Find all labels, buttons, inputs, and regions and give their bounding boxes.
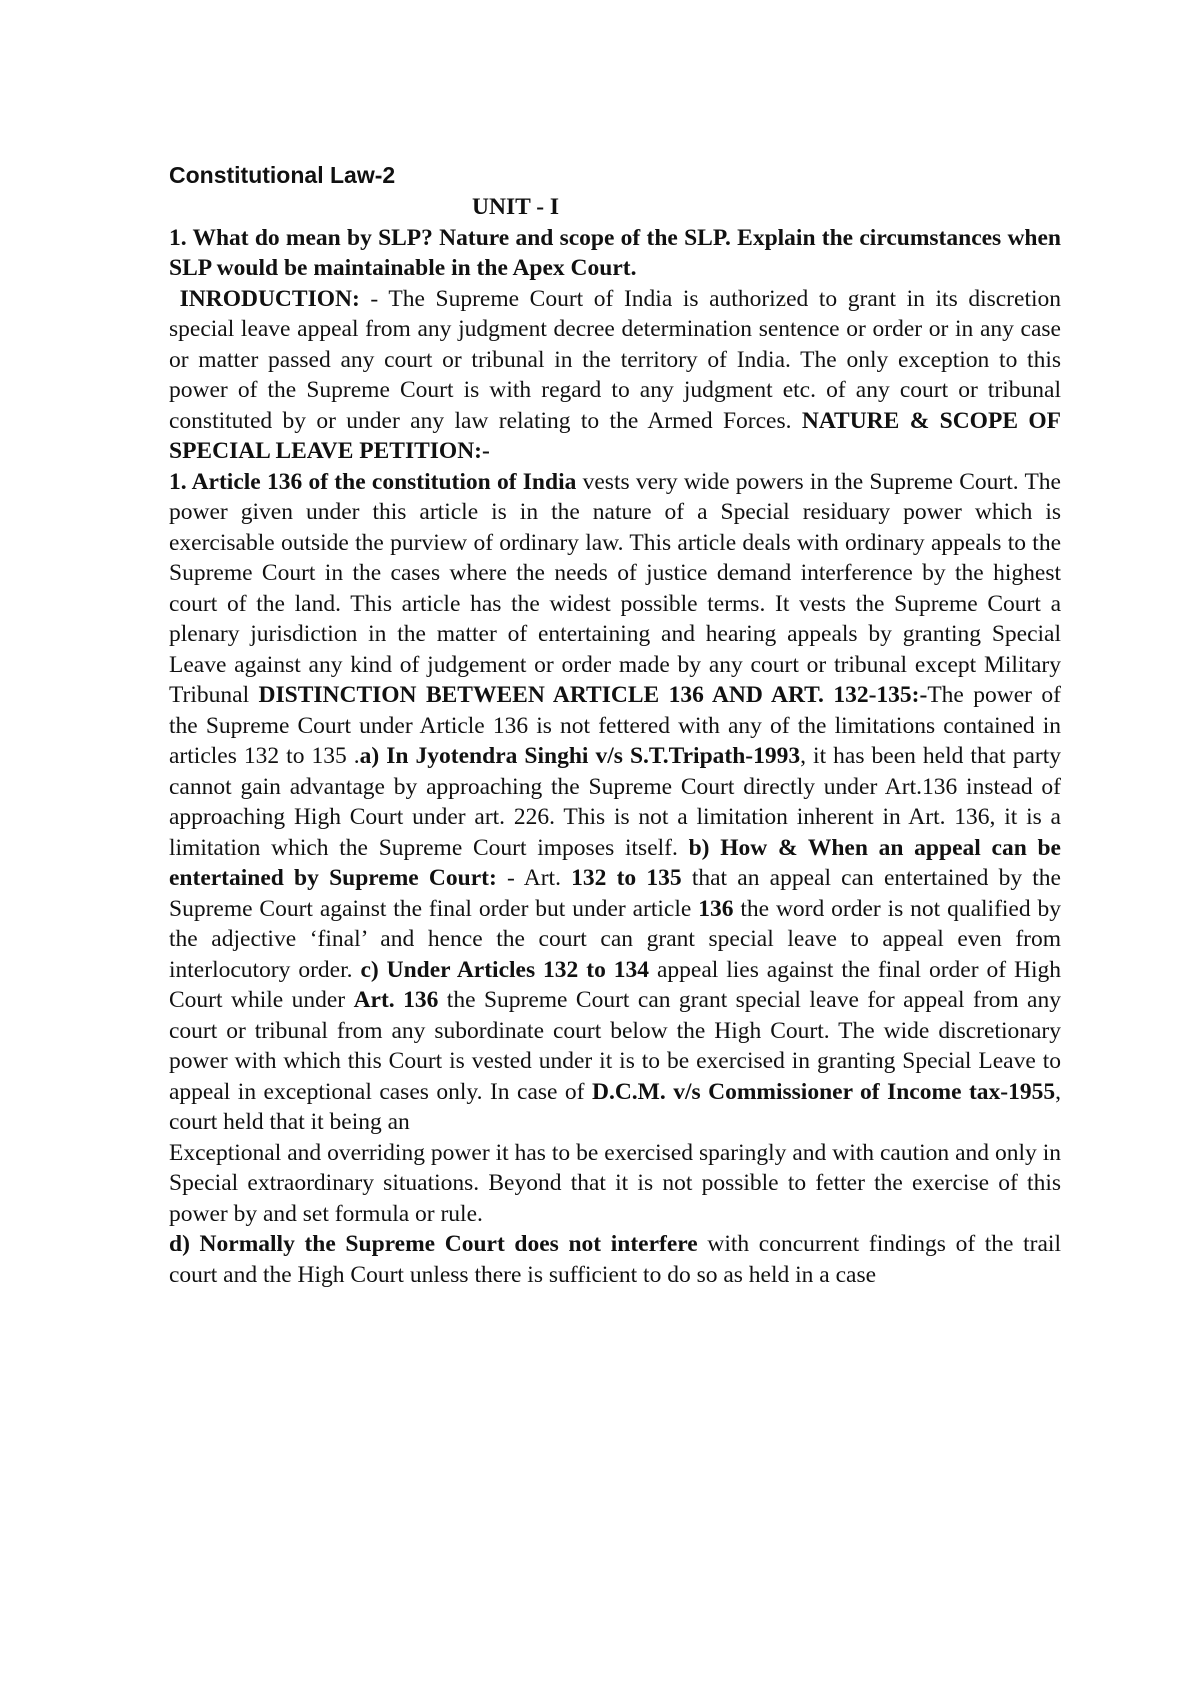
point-c-text-2: the Supreme Court can grant special leave for appeal from any court or tribunal from any subordinate court below the High Court. The wide discretionary power with which this Court is vested under it is to be exercised in granting Special Leave to appeal in exceptional cases only. In case of: [169, 987, 1061, 1105]
point-d-label: d) Normally the Supreme Court does not interfere: [169, 1231, 698, 1257]
article-136-text: vests very wide powers in the Supreme Court. The power given under this article is in the nature of a Special residuary power which is exercisable outside the purview of ordinary law. This article deals with ordinary appeals to the Supreme Court in the cases where the needs of justice demand interference by the highest court of the land. This article has the widest possible terms. It vests the Supreme Court a plenary jurisdiction in the matter of entertaining and hearing appeals by granting Special Leave against any kind of judgement or order made by any court or tribunal except Military Tribunal: [169, 468, 1061, 708]
nature-scope-heading: NATURE & SCOPE OF SPECIAL LEAVE PETITION:-: [169, 407, 1061, 464]
art-136-ref: 136: [698, 895, 734, 922]
point-c-text: appeal lies against the final order of High Court while under: [169, 956, 1062, 1013]
unit-heading: UNIT - I: [472, 194, 560, 220]
introduction-label: INRODUCTION:: [179, 285, 360, 312]
paragraph-point-d: [169, 1229, 1061, 1290]
page-content: [169, 160, 1061, 1290]
point-b-label: b) How & When an appeal can be entertained by Supreme Court:: [169, 834, 1061, 891]
dcm-case-text: , court held that it being an: [169, 1078, 1061, 1135]
case-a-text: , it has been held that party cannot gain advantage by approaching the Supreme Court directly under Art.136 instead of approaching High Court under art. 226. This is not a limitation inherent in Art. 136, it is a limitation which the Supreme Court imposes itself.: [169, 743, 1061, 861]
document-title: Constitutional Law-2: [169, 162, 396, 188]
distinction-heading: DISTINCTION BETWEEN ARTICLE 136 AND ART. 132-135:-: [258, 682, 928, 708]
introduction-text: - The Supreme Court of India is authorized to grant in its discretion special leave appeal from any judgment decree determination sentence or order or in any case or matter passed any court or tribunal in the territory of India. The only exception to this power of the Supreme Court is with regard to any judgment etc. of any court or tribunal constituted by or under any law relating to the Armed Forces.: [169, 285, 1061, 434]
paragraph-introduction: [169, 284, 1061, 467]
art-132-135-ref: 132 to 135: [571, 865, 682, 891]
point-d-text: with concurrent findings of the trail court and the High Court unless there is sufficient to do so as held in a case: [169, 1231, 1061, 1288]
paragraph-exceptional-power: Exceptional and overriding power it has to be exercised sparingly and with caution and only in Special extraordinary situations. Beyond that it is not possible to fetter the exercise of this power by and set formula or rule.: [169, 1139, 1061, 1227]
dcm-case-label: D.C.M. v/s Commissioner of Income tax-1955: [591, 1078, 1056, 1105]
question-heading: 1. What do mean by SLP? Nature and scope of the SLP. Explain the circumstances when SLP would be maintainable in the Apex Court.: [169, 224, 1061, 281]
article-136-label: 1. Article 136 of the constitution of India: [169, 468, 577, 495]
point-c-label: c) Under Articles 132 to 134: [360, 956, 650, 983]
point-b-text-3: the word order is not qualified by the adjective ‘final’ and hence the court can grant special leave to appeal even from interlocutory order.: [169, 895, 1061, 983]
case-a-label: a) In Jyotendra Singhi v/s S.T.Tripath-1993: [359, 743, 801, 769]
paragraph-article-136: [169, 467, 1061, 1138]
distinction-text: The power of the Supreme Court under Article 136 is not fettered with any of the limitations contained in articles 132 to 135 .: [169, 682, 1061, 769]
art-136-ref-2: Art. 136: [353, 987, 439, 1013]
point-b-text-2: that an appeal can entertained by the Supreme Court against the final order but under article: [169, 865, 1061, 922]
point-b-text: - Art.: [496, 865, 572, 891]
